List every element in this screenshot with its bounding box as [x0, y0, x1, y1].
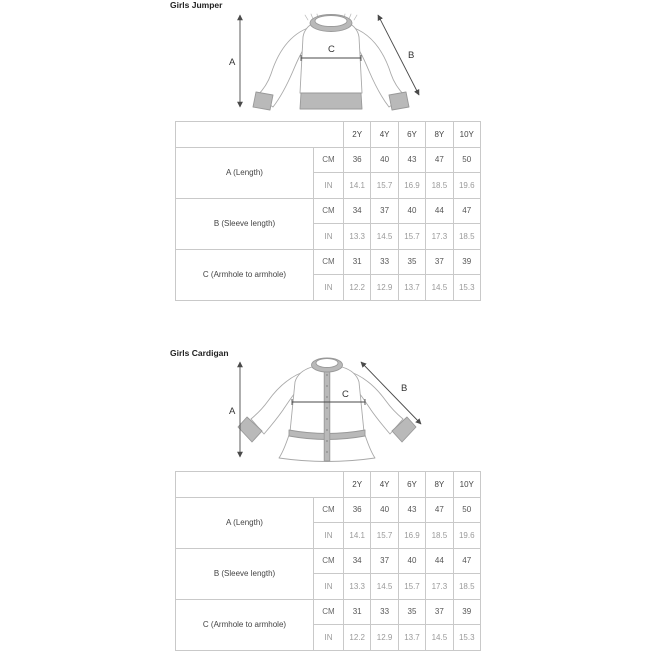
- value-in: 13.3: [344, 574, 371, 600]
- value-in: 17.3: [426, 574, 453, 600]
- jumper-illustration: [228, 6, 428, 116]
- value-in: 16.9: [398, 523, 425, 549]
- size-header: 6Y: [398, 472, 425, 498]
- value-cm: 44: [426, 548, 453, 574]
- measurement-row-cm: [176, 249, 481, 275]
- value-cm: 39: [453, 599, 480, 625]
- unit-label-cm: CM: [314, 147, 344, 173]
- value-cm: 35: [398, 249, 425, 275]
- value-cm: 47: [453, 198, 480, 224]
- value-cm: 36: [344, 497, 371, 523]
- value-in: 18.5: [453, 574, 480, 600]
- value-in: 12.2: [344, 625, 371, 651]
- value-in: 16.9: [398, 173, 425, 199]
- size-header: 6Y: [398, 122, 425, 148]
- size-header: 10Y: [453, 472, 480, 498]
- unit-label-in: IN: [314, 224, 344, 250]
- size-header: 2Y: [344, 472, 371, 498]
- value-in: 15.7: [371, 523, 398, 549]
- value-cm: 37: [426, 249, 453, 275]
- value-cm: 31: [344, 249, 371, 275]
- value-cm: 34: [344, 548, 371, 574]
- value-cm: 43: [398, 497, 425, 523]
- unit-label-in: IN: [314, 275, 344, 301]
- value-cm: 40: [398, 548, 425, 574]
- cardigan-size-table: [175, 471, 481, 651]
- value-cm: 35: [398, 599, 425, 625]
- value-in: 14.5: [371, 224, 398, 250]
- empty-header-cell: [176, 122, 344, 148]
- value-cm: 47: [426, 147, 453, 173]
- measurement-label: C (Armhole to armhole): [176, 599, 314, 650]
- cardigan-button-placket: [324, 365, 330, 461]
- value-cm: 33: [371, 599, 398, 625]
- value-cm: 31: [344, 599, 371, 625]
- value-in: 14.5: [371, 574, 398, 600]
- measurement-row-cm: [176, 548, 481, 574]
- value-in: 14.5: [426, 275, 453, 301]
- size-header: 10Y: [453, 122, 480, 148]
- unit-label-cm: CM: [314, 497, 344, 523]
- value-in: 12.2: [344, 275, 371, 301]
- value-cm: 37: [371, 548, 398, 574]
- measurement-label: B (Sleeve length): [176, 548, 314, 599]
- unit-label-cm: CM: [314, 198, 344, 224]
- value-in: 15.3: [453, 625, 480, 651]
- value-in: 12.9: [371, 275, 398, 301]
- jumper-hem-band: [300, 93, 362, 109]
- value-in: 18.5: [426, 523, 453, 549]
- value-in: 14.1: [344, 523, 371, 549]
- cardigan-label-C: C: [342, 389, 349, 400]
- jumper-neck-opening: [315, 16, 347, 27]
- value-in: 13.7: [398, 275, 425, 301]
- jumper-left-cuff: [253, 92, 273, 110]
- value-cm: 34: [344, 198, 371, 224]
- size-header-row: [176, 122, 481, 148]
- value-in: 18.5: [453, 224, 480, 250]
- value-cm: 50: [453, 497, 480, 523]
- size-header-row: [176, 472, 481, 498]
- measurement-label: A (Length): [176, 147, 314, 198]
- empty-header-cell: [176, 472, 344, 498]
- value-cm: 40: [398, 198, 425, 224]
- value-cm: 44: [426, 198, 453, 224]
- value-in: 15.3: [453, 275, 480, 301]
- jumper-label-B: B: [408, 50, 415, 61]
- jumper-size-table: [175, 121, 481, 301]
- value-in: 18.5: [426, 173, 453, 199]
- value-in: 19.6: [453, 523, 480, 549]
- value-cm: 36: [344, 147, 371, 173]
- size-header: 8Y: [426, 472, 453, 498]
- size-header: 8Y: [426, 122, 453, 148]
- value-cm: 37: [426, 599, 453, 625]
- unit-label-in: IN: [314, 173, 344, 199]
- value-cm: 50: [453, 147, 480, 173]
- cardigan-section-title: Girls Cardigan: [170, 348, 229, 358]
- unit-label-in: IN: [314, 523, 344, 549]
- cardigan-neck-opening: [316, 359, 338, 368]
- unit-label-in: IN: [314, 574, 344, 600]
- size-header: 4Y: [371, 472, 398, 498]
- measurement-row-cm: [176, 599, 481, 625]
- measurement-row-cm: [176, 198, 481, 224]
- measurement-row-cm: [176, 497, 481, 523]
- jumper-right-cuff: [389, 92, 409, 110]
- cardigan-label-B: B: [401, 383, 408, 394]
- unit-label-cm: CM: [314, 548, 344, 574]
- value-cm: 39: [453, 249, 480, 275]
- value-cm: 43: [398, 147, 425, 173]
- value-cm: 37: [371, 198, 398, 224]
- value-in: 14.5: [426, 625, 453, 651]
- size-header: 4Y: [371, 122, 398, 148]
- value-in: 15.7: [371, 173, 398, 199]
- value-in: 14.1: [344, 173, 371, 199]
- size-header: 2Y: [344, 122, 371, 148]
- measurement-label: C (Armhole to armhole): [176, 249, 314, 300]
- unit-label-cm: CM: [314, 599, 344, 625]
- value-in: 17.3: [426, 224, 453, 250]
- value-in: 13.3: [344, 224, 371, 250]
- value-in: 13.7: [398, 625, 425, 651]
- jumper-label-A: A: [229, 57, 236, 68]
- cardigan-illustration: [225, 352, 430, 465]
- value-cm: 40: [371, 147, 398, 173]
- value-in: 19.6: [453, 173, 480, 199]
- value-in: 15.7: [398, 224, 425, 250]
- value-cm: 33: [371, 249, 398, 275]
- unit-label-cm: CM: [314, 249, 344, 275]
- jumper-label-C: C: [328, 44, 335, 55]
- cardigan-label-A: A: [229, 406, 236, 417]
- measurement-label: B (Sleeve length): [176, 198, 314, 249]
- unit-label-in: IN: [314, 625, 344, 651]
- value-cm: 47: [426, 497, 453, 523]
- value-cm: 40: [371, 497, 398, 523]
- measurement-label: A (Length): [176, 497, 314, 548]
- value-in: 15.7: [398, 574, 425, 600]
- jumper-section-title: Girls Jumper: [170, 0, 223, 10]
- measurement-row-cm: [176, 147, 481, 173]
- value-in: 12.9: [371, 625, 398, 651]
- value-cm: 47: [453, 548, 480, 574]
